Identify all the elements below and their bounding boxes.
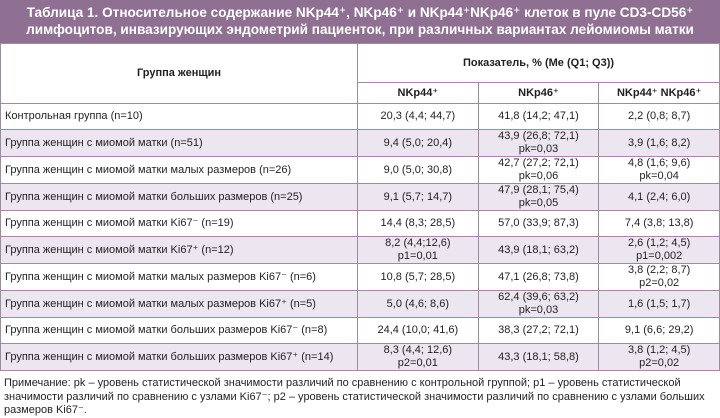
row-group-value: Контрольная группа (n=10) (5, 110, 143, 122)
table-row (1, 291, 720, 318)
table-row (1, 237, 720, 264)
table-row (1, 264, 720, 291)
row-nkp44-nkp46-value: 1,6 (1,5; 1,7) (627, 297, 691, 310)
row-nkp44-nkp46 (599, 211, 720, 237)
table-title (0, 0, 720, 43)
row-nkp44 (358, 211, 479, 237)
row-nkp44-nkp46-p-value: p2=0,02 (639, 357, 680, 369)
table-row (1, 130, 720, 157)
row-nkp46-value: 41,8 (14,2; 47,1) (498, 110, 579, 122)
row-nkp46-value: 43,9 (26,8; 72,1) (498, 130, 579, 142)
row-nkp44 (358, 291, 479, 318)
row-nkp44-nkp46-value: 4,1 (2,4; 6,0) (627, 190, 691, 203)
row-group (1, 157, 358, 184)
row-nkp44-value: 8,2 (4,4;12,6) (385, 237, 451, 249)
row-nkp46-value: 43,9 (18,1; 63,2) (498, 243, 579, 256)
row-nkp44-nkp46-value: 9,1 (6,6; 29,2) (624, 324, 694, 336)
row-group (1, 264, 358, 291)
row-nkp44-p-value: p1=0,01 (397, 250, 438, 262)
row-nkp44-value: 5,0 (4,6; 8,6) (386, 297, 450, 310)
row-nkp46-p-value: pk=0,03 (518, 304, 559, 316)
row-nkp44-value: 9,4 (5,0; 20,4) (383, 136, 453, 149)
footnote: Примечание: pk – уровень статистической значимости различий по сравнению с контрольной группой; p1 – уровень статистической значимости различий по сравнению с узлами Ki67⁻; p2 – уровень статистической значимости различий по сравнению с узлами больших размеров Ki67⁻. (4, 377, 705, 416)
row-nkp46 (478, 130, 599, 157)
row-nkp44-value: 8,3 (4,4; 12,6) (383, 344, 453, 356)
table-title-line1: Таблица 1. Относительное содержание NKp44⁺, NKp46⁺ и NKp44⁺NKp46⁺ клеток в пуле CD3-CD56⁺ (26, 5, 694, 20)
row-nkp44 (358, 344, 479, 371)
row-nkp46-value: 47,1 (26,8; 73,8) (498, 270, 579, 283)
data-table (0, 43, 720, 371)
header-indicator: Показатель, % (Me (Q1; Q3)) (358, 44, 720, 83)
row-nkp44-value: 9,0 (5,0; 30,8) (383, 163, 453, 176)
row-nkp44-value: 9,1 (5,7; 14,7) (383, 190, 453, 203)
row-nkp44-nkp46-value: 2,6 (1,2; 4,5) (627, 237, 691, 249)
row-nkp44-nkp46-p-value: p2=0,02 (639, 277, 680, 289)
row-group (1, 130, 358, 157)
row-group (1, 184, 358, 211)
row-nkp46-value: 38,3 (27,2; 72,1) (498, 324, 579, 336)
row-group-value: Группа женщин с миомой матки малых размеров (n=26) (5, 163, 292, 176)
row-group (1, 318, 358, 344)
row-nkp44-nkp46 (599, 157, 720, 184)
row-nkp44-value: 10,8 (5,7; 28,5) (380, 270, 456, 283)
row-nkp44 (358, 184, 479, 211)
row-group-value: Группа женщин с миомой матки малых размеров Ki67⁻ (n=6) (5, 270, 316, 283)
row-nkp46-value: 42,7 (27,2; 72,1) pk=0,06 (498, 157, 579, 182)
row-nkp44-value: 24,4 (10,0; 41,6) (377, 324, 459, 336)
header-group: Группа женщин (1, 44, 358, 104)
row-group-value: Группа женщин с миомой матки Ki67⁻ (n=19) (5, 217, 234, 229)
row-nkp44-nkp46-value: 4,8 (1,6; 9,6) (627, 157, 691, 169)
row-nkp44-nkp46 (599, 264, 720, 291)
row-group (1, 344, 358, 371)
row-nkp46 (478, 211, 599, 237)
row-nkp44-nkp46-value: 3,8 (2,2; 8,7) (627, 264, 691, 276)
row-nkp44-value: 14,4 (8,3; 28,5) (380, 217, 456, 229)
row-group-value: Группа женщин с миомой матки больших размеров (n=25) (5, 190, 303, 203)
row-nkp46 (478, 344, 599, 371)
header-nkp44-nkp46: NKp44⁺ NKp46⁺ (599, 83, 720, 104)
row-group (1, 104, 358, 130)
row-nkp46 (478, 157, 599, 184)
table-row (1, 318, 720, 344)
row-nkp44-value: 20,3 (4,4; 44,7) (380, 110, 456, 122)
row-nkp44-nkp46 (599, 130, 720, 157)
row-nkp46-value: 43,3 (18,1; 58,8) (498, 350, 579, 363)
row-nkp44-nkp46 (599, 344, 720, 371)
row-nkp44 (358, 264, 479, 291)
row-nkp44-nkp46 (599, 237, 720, 264)
header-nkp46: NKp46⁺ (478, 83, 599, 104)
row-nkp44-nkp46 (599, 318, 720, 344)
row-group-value: Группа женщин с миомой матки Ki67⁺ (n=12) (5, 243, 234, 256)
row-nkp46-p-value: pk=0,03 (518, 143, 559, 155)
table-row (1, 184, 720, 211)
table-row (1, 211, 720, 237)
row-nkp44-nkp46 (599, 104, 720, 130)
row-nkp44-nkp46 (599, 184, 720, 211)
row-nkp46-value: 62,4 (39,6; 63,2) (498, 291, 579, 303)
row-nkp44 (358, 318, 479, 344)
row-nkp44 (358, 104, 479, 130)
row-nkp44-nkp46-value: 2,2 (0,8; 8,7) (627, 110, 691, 122)
row-nkp44-nkp46-p-value: p1=0,002 (636, 250, 683, 262)
row-nkp46-value: 47,9 (28,1; 75,4) pk=0,05 (498, 184, 579, 209)
row-group (1, 291, 358, 318)
row-group (1, 237, 358, 264)
row-nkp44 (358, 237, 479, 264)
row-nkp46-value: 57,0 (33,9; 87,3) (498, 217, 579, 229)
row-nkp46 (478, 318, 599, 344)
row-nkp44-nkp46-value: 3,9 (1,6; 8,2) (627, 136, 691, 149)
row-group-value: Группа женщин с миомой матки (n=51) (5, 136, 203, 149)
row-nkp46 (478, 104, 599, 130)
row-group-value: Группа женщин с миомой матки больших размеров Ki67⁻ (n=8) (5, 324, 328, 336)
row-nkp44-nkp46 (599, 291, 720, 318)
row-nkp44-nkp46-p-value: pk=0,04 (639, 170, 679, 182)
row-nkp44-p-value: p2=0,01 (397, 357, 438, 369)
row-group-value: Группа женщин с миомой матки малых размеров Ki67⁺ (n=5) (5, 297, 316, 310)
row-nkp44-nkp46-value: 7,4 (3,8; 13,8) (624, 217, 694, 229)
row-nkp44 (358, 130, 479, 157)
row-nkp46 (478, 291, 599, 318)
row-group-value: Группа женщин с миомой матки больших размеров Ki67⁺ (n=14) (5, 350, 334, 363)
row-nkp46 (478, 237, 599, 264)
row-group (1, 211, 358, 237)
table-row (1, 344, 720, 371)
table-row (1, 104, 720, 130)
header-nkp44: NKp44⁺ (358, 83, 479, 104)
row-nkp46 (478, 184, 599, 211)
row-nkp44-nkp46-value: 3,8 (1,2; 4,5) (627, 344, 691, 356)
table-row (1, 157, 720, 184)
table-title-line2: лимфоцитов, инвазирующих эндометрий пациенток, при различных вариантах лейомиомы матки (26, 22, 694, 37)
row-nkp44 (358, 157, 479, 184)
row-nkp46 (478, 264, 599, 291)
